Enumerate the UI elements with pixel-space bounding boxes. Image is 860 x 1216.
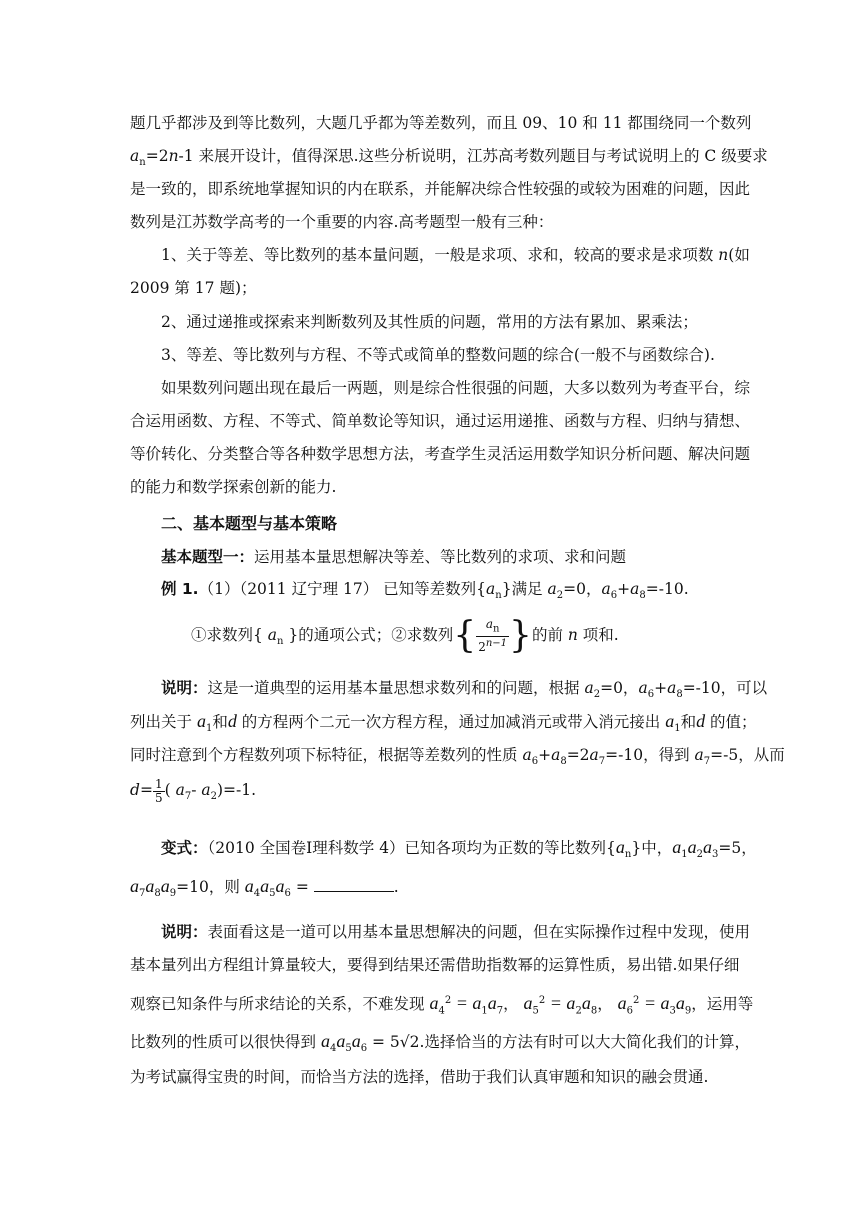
answer-blank — [314, 877, 394, 892]
explain-1-line-4: d= $\frac{1}{5}$ ( $a_7-$ $a_2)=-1$. — [130, 776, 257, 805]
intro-line-3: 是一致的，即系统地掌握知识的内在联系，并能解决综合性较强的或较为困难的问题，因此 — [130, 180, 751, 198]
para2-line-1: 如果数列问题出现在最后一两题，则是综合性很强的问题，大多以数列为考查平台，综 — [161, 379, 751, 397]
basic-type-1: 基本题型一：运用基本量思想解决等差、等比数列的求项、求和问题 — [161, 548, 627, 566]
explain-1-line-2: 列出关于 $a_1$和d 的方程两个二元一次方程方程，通过加减消元或带入消元接出 $a_1$和d 的值； — [130, 711, 757, 735]
explain-2-line-1: 说明：表面看这是一道可以用基本量思想解决的问题，但在实际操作过程中发现，使用 — [161, 923, 751, 941]
section-heading: 二、基本题型与基本策略 — [161, 514, 338, 533]
explain-2-line-2: 基本量列出方程组计算量较大，要得到结果还需借助指数幂的运算性质，易出错.如果仔细 — [130, 956, 740, 974]
type-item-3: 3、等差、等比数列与方程、不等式或简单的整数问题的综合(一般不与函数综合). — [161, 346, 715, 364]
explain-2-line-4: 比数列的性质可以很快得到 $a_4a_5a_6 = 5√2$.选择恰当的方法有时可以大大简化我们的计算， — [130, 1031, 750, 1055]
para2-line-3: 等价转化、分类整合等各种数学思想方法，考查学生灵活运用数学知识分析问题、解决问题 — [130, 445, 751, 463]
explain-2-line-3: 观察已知条件与所求结论的关系，不难发现 $a_4^2 = a_1a_7$， $a_5^2 = a_2a_8$， $a_6^2 = a_3a_9$，运用等 — [130, 993, 754, 1017]
para2-line-2: 合运用函数、方程、不等式、简单数论等知识，通过运用递推、函数与方程、归纳与猜想、 — [130, 412, 751, 430]
explain-2-line-5: 为考试赢得宝贵的时间，而恰当方法的选择，借助于我们认真审题和知识的融会贯通. — [130, 1068, 709, 1086]
intro-line-2: $a_n=2n-1$ 来展开设计，值得深思.这些分析说明，江苏高考数列题目与考试说明上的 C 级要求 — [130, 147, 768, 169]
one-fifth-fraction: $\frac{1}{5}$ — [154, 776, 163, 805]
type-item-2: 2、通过递推或探索来判断数列及其性质的问题，常用的方法有累加、累乘法； — [161, 313, 698, 331]
right-brace: } — [509, 615, 532, 656]
explain-1-line-3: 同时注意到个方程数列项下标特征，根据等差数列的性质 $a_6+a_8=2a_7=-10$，得到 $a_7=-5$，从而 — [130, 746, 785, 768]
para2-line-4: 的能力和数学探索创新的能力. — [130, 478, 337, 496]
sequence-fraction: $\frac{a_n}{2^{n-1}}$ — [478, 617, 508, 654]
variant-line-1: 变式：（2010 全国卷Ⅰ理科数学 4）已知各项均为正数的等比数列$\{a_n\}$中，$a_1a_2a_3=5$， — [161, 837, 757, 861]
intro-line-1: 题几乎都涉及到等比数列，大题几乎都为等差数列，而且 09、10 和 11 都围绕同一个数列 — [130, 114, 752, 132]
type-item-1-cont: 2009 第 17 题)； — [130, 279, 257, 297]
type-item-1: 1、关于等差、等比数列的基本量问题，一般是求项、求和，较高的要求是求项数 n(如 — [161, 246, 750, 264]
variant-line-2: $a_7a_8a_9=10$，则 $a_4a_5a_6$ = . — [130, 876, 399, 900]
intro-line-4: 数列是江苏数学高考的一个重要的内容.高考题型一般有三种： — [130, 213, 554, 231]
explain-1-line-1: 说明：这是一道典型的运用基本量思想求数列和的问题，根据 $a_2=0$，$a_6+a_8=-10$，可以 — [161, 679, 768, 701]
example-1: 例 1.（1）（2011 辽宁理 17） 已知等差数列$\{a_n\}$满足 $a_2=0$，$a_6+a_8=-10$. — [161, 580, 689, 602]
left-brace: { — [453, 615, 477, 656]
example-1-questions: ①求数列{ $a_n$ }的通项公式；②求数列{ $\frac{a_n}{2^{n-1}}$ }的前 n 项和. — [191, 615, 619, 656]
